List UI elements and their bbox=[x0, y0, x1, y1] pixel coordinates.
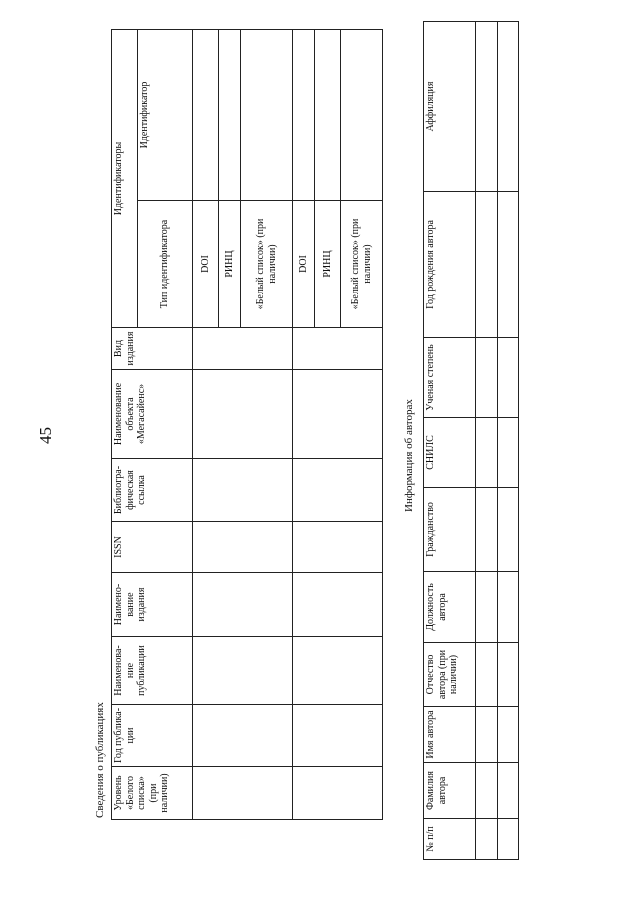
id-type-cell: «Белый список» (при наличии) bbox=[341, 201, 383, 328]
authors-title: Информация об авторах bbox=[403, 399, 415, 512]
header-issn: ISSN bbox=[112, 522, 193, 573]
header-pub-name: Наименова-ние публикации bbox=[112, 637, 193, 705]
table-row bbox=[193, 30, 219, 820]
header-birth-year: Год рождения автора bbox=[424, 192, 476, 338]
header-snils: СНИЛС bbox=[424, 418, 476, 488]
header-year: Год публика-ции bbox=[112, 705, 193, 767]
id-type-cell: «Белый список» (при наличии) bbox=[241, 201, 293, 328]
header-patronymic: Отчество автора (при наличии) bbox=[424, 643, 476, 707]
id-type-cell: РИНЦ bbox=[315, 201, 341, 328]
header-surname: Фамилия автора bbox=[424, 763, 476, 819]
header-object-name: Наименование объекта «Мегасайенс» bbox=[112, 370, 193, 459]
id-type-cell: DOI bbox=[193, 201, 219, 328]
table-row bbox=[293, 30, 315, 820]
page-number: 45 bbox=[36, 427, 55, 444]
header-edition-name: Наимено-вание издания bbox=[112, 573, 193, 637]
id-type-cell: РИНЦ bbox=[219, 201, 241, 328]
header-biblio: Библиогра-фическая ссылка bbox=[112, 459, 193, 522]
header-name: Имя автора bbox=[424, 707, 476, 763]
header-num: № п/п bbox=[424, 819, 476, 860]
header-level: Уровень «Белого списка» (при наличии) bbox=[112, 767, 193, 820]
header-degree: Ученая степень bbox=[424, 338, 476, 418]
id-type-cell: DOI bbox=[293, 201, 315, 328]
publications-title: Сведения о публикациях bbox=[94, 702, 106, 818]
header-position: Должность автора bbox=[424, 572, 476, 643]
table-row bbox=[498, 22, 519, 860]
header-id-type: Тип идентификатора bbox=[138, 201, 193, 328]
table-row bbox=[476, 22, 498, 860]
header-citizenship: Гражданство bbox=[424, 488, 476, 572]
header-identifiers: Идентификаторы bbox=[112, 30, 138, 328]
publications-table bbox=[111, 30, 383, 820]
header-identifier: Идентификатор bbox=[138, 30, 193, 201]
authors-table bbox=[423, 22, 518, 860]
header-edition-type: Вид издания bbox=[112, 328, 193, 370]
header-affiliation: Аффиляция bbox=[424, 22, 476, 192]
